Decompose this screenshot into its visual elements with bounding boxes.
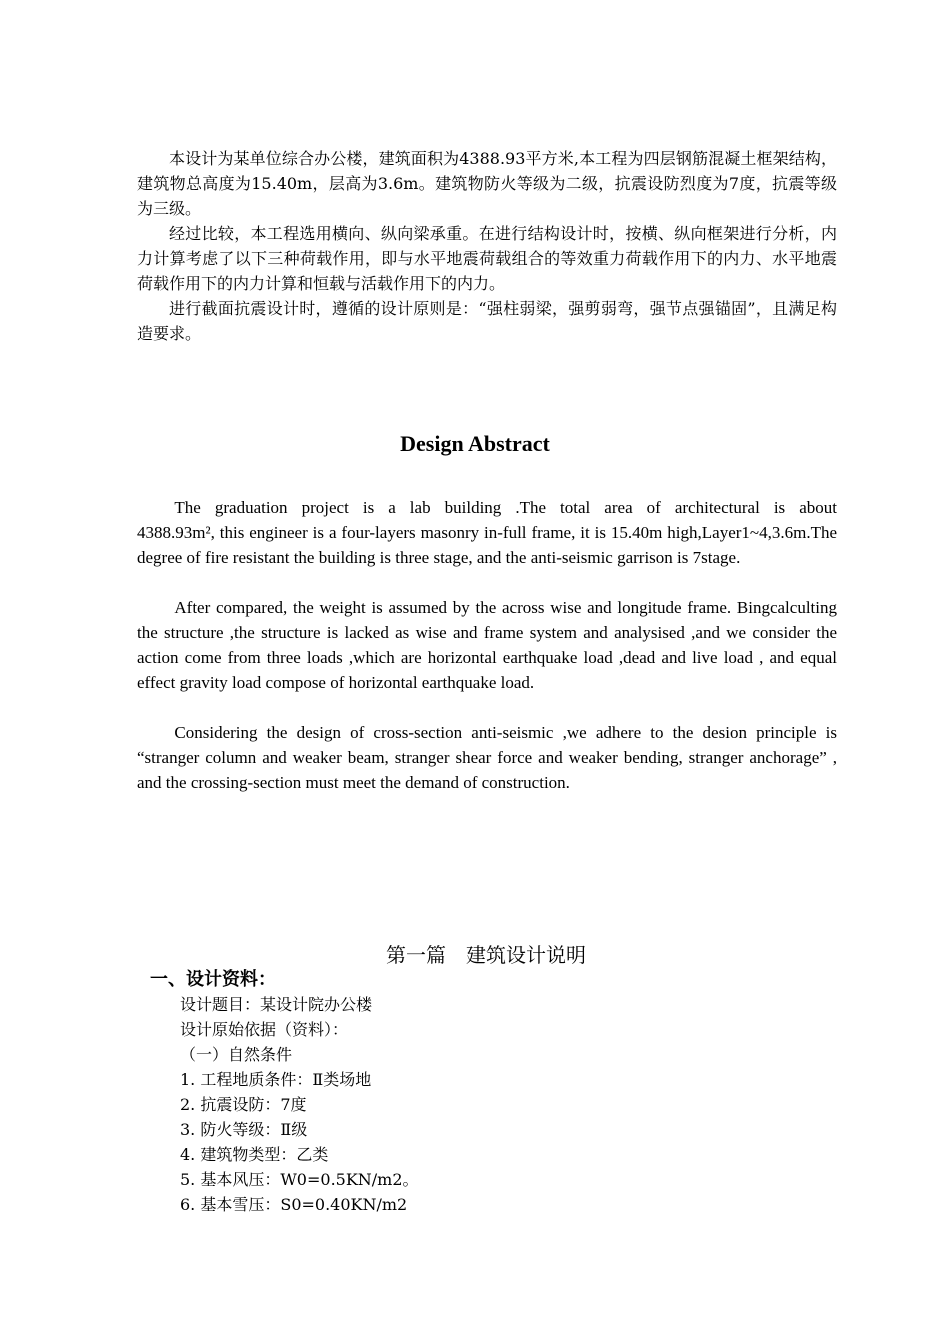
list-item: 3. 防火等级：Ⅱ级 (180, 1120, 308, 1139)
chinese-abstract-paragraph-3: 进行截面抗震设计时，遵循的设计原则是：“强柱弱梁，强剪弱弯，强节点强锚固”，且满足构造要求。 (137, 299, 837, 343)
english-abstract-paragraph-1-continued (137, 520, 837, 570)
chinese-abstract (137, 146, 837, 346)
english-abstract (137, 495, 837, 795)
english-abstract-paragraph-1-text: The graduation project is a lab building .The total area of architectural is about (174, 498, 837, 517)
chapter-title (0, 940, 950, 970)
chinese-abstract-paragraph-1: 本设计为某单位综合办公楼，建筑面积为4388.93平方米,本工程为四层钢筋混凝土框架结构，建筑物总高度为15.40m，层高为3.6m。建筑物防火等级为二级，抗震设防烈度为7度，抗震等级为三级。 (137, 149, 837, 218)
section-heading-design-data: 一、设计资料： (150, 969, 276, 990)
list-item: 5. 基本风压：W0=0.5KN/m2。 (180, 1170, 419, 1189)
english-abstract-paragraph-2: After compared, the weight is assumed by the across wise and longitude frame. Bingcalculting the structure ,the structure is lacked as wise and frame system and analysised ,and we consider the action come from three loads ,which are horizontal earthquake load ,dead and live load , and equal effect gravity load compose of horizontal earthquake load. (137, 598, 837, 692)
list-item: 设计原始依据（资料）： (180, 1020, 349, 1039)
chinese-abstract-paragraph-2: 经过比较，本工程选用横向、纵向梁承重。在进行结构设计时，按横、纵向框架进行分析，内力计算考虑了以下三种荷载作用，即与水平地震荷载组合的等效重力荷载作用下的内力、水平地震荷载作用下的内力计算和恒载与活载作用下的内力。 (137, 224, 837, 293)
design-data-list (180, 992, 780, 1217)
list-item: 4. 建筑物类型：乙类 (180, 1145, 329, 1164)
list-item: 设计题目：某设计院办公楼 (180, 995, 373, 1014)
english-abstract-paragraph-3: Considering the design of cross-section anti-seismic ,we adhere to the desion principle is “stranger column and weaker beam, stranger shear force and weaker bending, stranger anchorage” , and the crossing-section must meet the demand of construction. (137, 723, 837, 792)
english-abstract-paragraph-1-rest: , this engineer is a four-layers masonry in-full frame, it is 15.40m high,Layer1~4,3.6m.The degree of fire resistant the building is three stage, and the anti-seismic garrison is 7stage. (137, 523, 837, 567)
chapter-name: 建筑设计说明 (466, 943, 586, 967)
list-item: 6. 基本雪压：S0=0.40KN/m2 (180, 1195, 408, 1214)
design-abstract-title: Design Abstract (400, 431, 550, 456)
english-abstract-paragraph-1 (137, 495, 837, 520)
list-item: （一）自然条件 (180, 1045, 293, 1064)
area-value: 4388.93m² (137, 523, 211, 542)
list-item: 1. 工程地质条件：Ⅱ类场地 (180, 1070, 372, 1089)
chapter-part-label: 第一篇 (386, 943, 446, 967)
list-item: 2. 抗震设防：7度 (180, 1095, 307, 1114)
